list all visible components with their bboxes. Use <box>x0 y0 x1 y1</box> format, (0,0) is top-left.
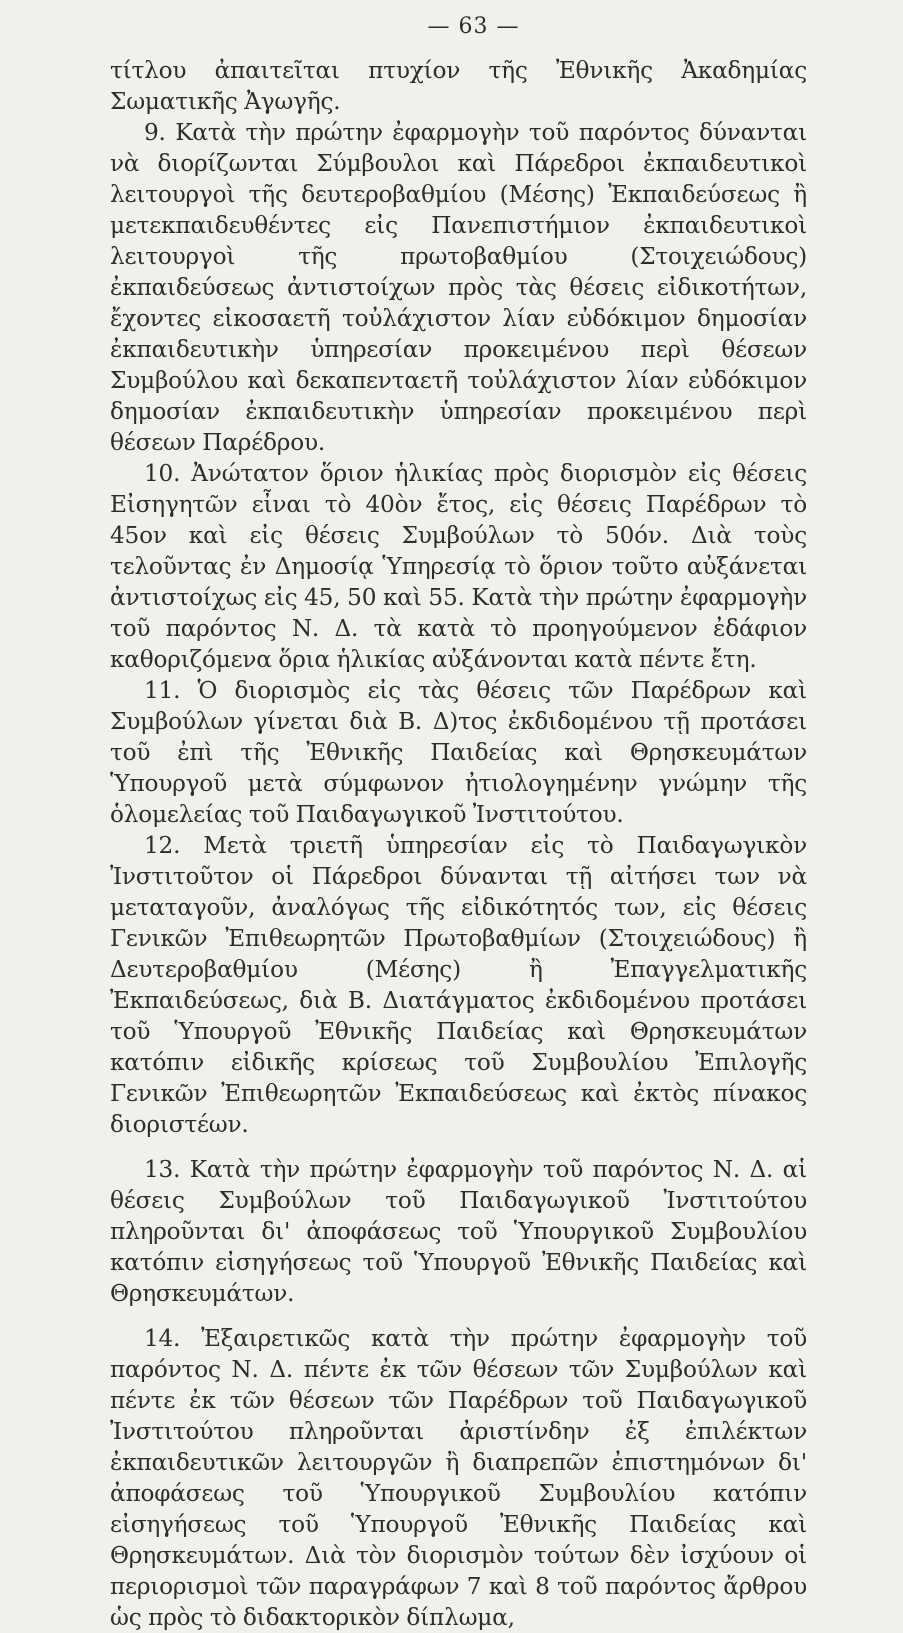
paragraph-12: 12. Μετὰ τριετῆ ὑπηρεσίαν εἰς τὸ Παιδαγωγικὸν Ἰνστιτοῦτον οἱ Πάρεδροι δύνανται τῇ αἰτήσει των νὰ μεταταγοῦν, ἀναλόγως τῆς εἰδικότητός των, εἰς θέσεις Γενικῶν Ἐπιθεωρητῶν Πρωτοβαθμίων (Στοιχειώδους) ἢ Δευτεροβαθμίου (Μέσης) ἢ Ἐπαγγελματικῆς Ἐκπαιδεύσεως, διὰ Β. Διατάγματος ἐκδιδομένου προτάσει τοῦ Ὑπουργοῦ Ἐθνικῆς Παιδείας καὶ Θρησκευμάτων κατόπιν εἰδικῆς κρίσεως τοῦ Συμβουλίου Ἐπιλογῆς Γενικῶν Ἐπιθεωρητῶν Ἐκπαιδεύσεως καὶ ἐκτὸς πίνακος διοριστέων. <box>110 832 807 1138</box>
paragraph-13: 13. Κατὰ τὴν πρώτην ἐφαρμογὴν τοῦ παρόντος Ν. Δ. αἱ θέσεις Συμβούλων τοῦ Παιδαγωγικοῦ Ἰνστιτούτου πληροῦνται δι' ἀποφάσεως τοῦ Ὑπουργικοῦ Συμβουλίου κατόπιν εἰσηγήσεως τοῦ Ὑπουργοῦ Ἐθνικῆς Παιδείας καὶ Θρησκευμάτων. <box>110 1156 807 1307</box>
page-number: — 63 — <box>427 14 520 39</box>
paragraph-14: 14. Ἐξαιρετικῶς κατὰ τὴν πρώτην ἐφαρμογὴν τοῦ παρόντος Ν. Δ. πέντε ἐκ τῶν θέσεων τῶν Συμβούλων καὶ πέντε ἐκ τῶν θέσεων τῶν Παρέδρων τοῦ Παιδαγωγικοῦ Ἰνστιτούτου πληροῦνται ἀριστίνδην ἐξ ἐπιλέκτων ἐκπαιδευτικῶν λειτουργῶν ἢ διαπρεπῶν ἐπιστημόνων δι' ἀποφάσεως τοῦ Ὑπουργικοῦ Συμβουλίου κατόπιν εἰσηγήσεως τοῦ Ὑπουργοῦ Ἐθνικῆς Παιδείας καὶ Θρησκευμάτων. Διὰ τὸν διορισμὸν τούτων δὲν ἰσχύουν οἱ περιορισμοὶ τῶν παραγράφων 7 καὶ 8 τοῦ παρόντος ἄρθρου ὡς πρὸς τὸ διδακτορικὸν δίπλωμα, <box>110 1325 807 1631</box>
paragraph-11: 11. Ὁ διορισμὸς εἰς τὰς θέσεις τῶν Παρέδρων καὶ Συμβούλων γίνεται διὰ Β. Δ)τος ἐκδιδομένου τῇ προτάσει τοῦ ἐπὶ τῆς Ἐθνικῆς Παιδείας καὶ Θρησκευμάτων Ὑπουργοῦ μετὰ σύμφωνον ἠτιολογημένην γνώμην τῆς ὁλομελείας τοῦ Παιδαγωγικοῦ Ἰνστιτούτου. <box>110 677 807 828</box>
paragraph-continuation: τίτλου ἀπαιτεῖται πτυχίον τῆς Ἐθνικῆς Ἀκαδημίας Σωματικῆς Ἀγωγῆς. <box>110 57 807 115</box>
paragraph-10: 10. Ἀνώτατον ὅριον ἡλικίας πρὸς διορισμὸν εἰς θέσεις Εἰσηγητῶν εἶναι τὸ 40ὸν ἔτος, εἰς θέσεις Παρέδρων τὸ 45ον καὶ εἰς θέσεις Συμβούλων τὸ 50όν. Διὰ τοὺς τελοῦντας ἐν Δημοσίᾳ Ὑπηρεσίᾳ τὸ ὅριον τοῦτο αὐξάνεται ἀντιστοίχως εἰς 45, 50 καὶ 55. Κατὰ τὴν πρώτην ἐφαρμογὴν τοῦ παρόντος Ν. Δ. τὰ κατὰ τὸ προηγούμενον ἐδάφιον καθοριζόμενα ὅρια ἡλικίας αὐξάνονται κατὰ πέντε ἔτη. <box>110 460 807 673</box>
paragraph-9: 9. Κατὰ τὴν πρώτην ἐφαρμογὴν τοῦ παρόντος δύνανται νὰ διορίζωνται Σύμβουλοι καὶ Πάρεδροι ἐκπαιδευτικοὶ λειτουργοὶ τῆς δευτεροβαθμίου (Μέσης) Ἐκπαιδεύσεως ἢ μετεκπαιδευθέντες εἰς Πανεπιστήμιον ἐκπαιδευτικοὶ λειτουργοὶ τῆς πρωτοβαθμίου (Στοιχειώδους) ἐκπαιδεύσεως ἀντιστοίχων πρὸς τὰς θέσεις εἰδικοτήτων, ἔχοντες εἰκοσαετῆ τοὐλάχιστον λίαν εὐδόκιμον δημοσίαν ἐκπαιδευτικὴν ὑπηρεσίαν προκειμένου περὶ θέσεων Συμβούλου καὶ δεκαπενταετῆ τοὐλάχιστον λίαν εὐδόκιμον δημοσίαν ἐκπαιδευτικὴν ὑπηρεσίαν προκειμένου περὶ θέσεων Παρέδρου. <box>110 119 807 456</box>
